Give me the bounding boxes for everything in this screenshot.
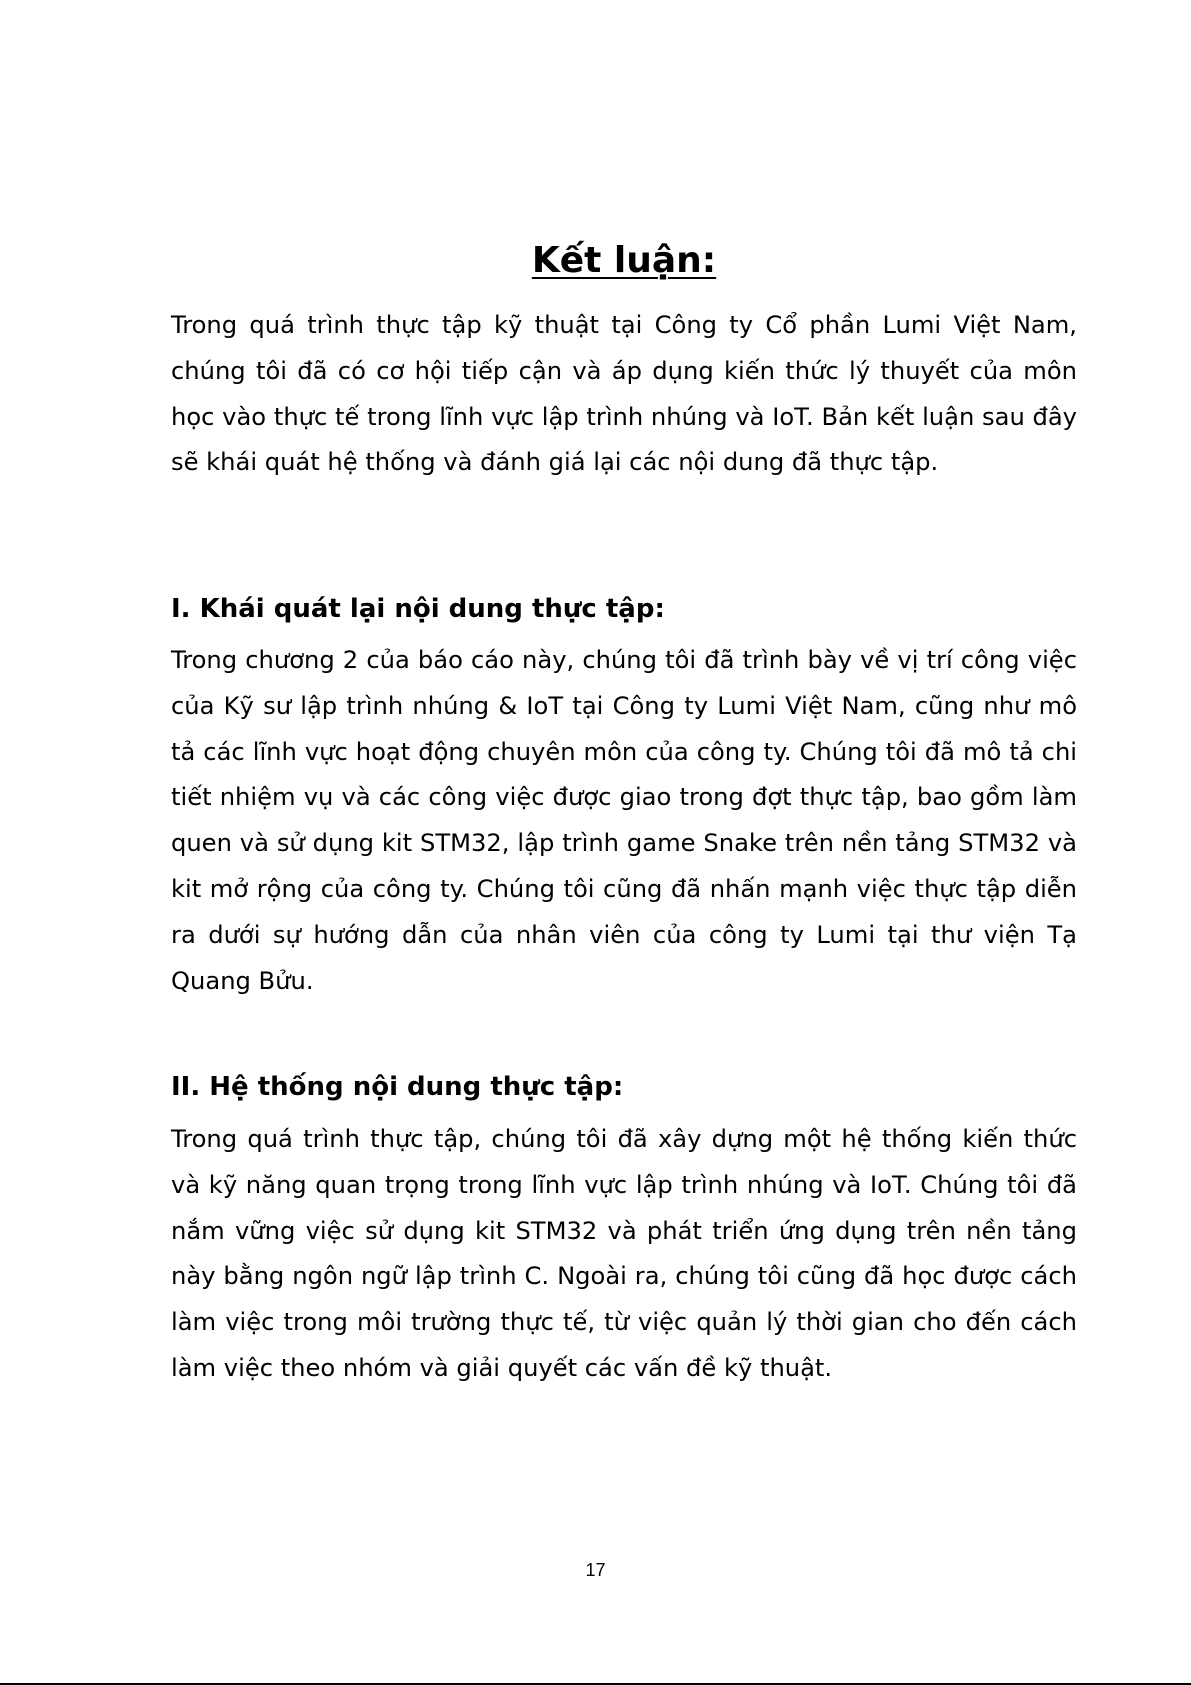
page-title-text: Kết luận: (531, 240, 717, 281)
section-body-overview: Trong chương 2 của báo cáo này, chúng tôi đã trình bày về vị trí công việc của Kỹ sư lập trình nhúng & IoT tại Công ty Lumi Việt Nam, cũng như mô tả các lĩnh vực hoạt động chuyên môn của công ty. Chúng tôi đã mô tả chi tiết nhiệm vụ và các công việc được giao trong đợt thực tập, bao gồm làm quen và sử dụng kit STM32, lập trình game Snake trên nền tảng STM32 và kit mở rộng của công ty. Chúng tôi cũng đã nhấn mạnh việc thực tập diễn ra dưới sự hướng dẫn của nhân viên của công ty Lumi tại thư viện Tạ Quang Bửu. (171, 646, 1077, 995)
section-heading-overview: I. Khái quát lại nội dung thực tập: (171, 594, 665, 624)
page-number: 17 (585, 1560, 606, 1580)
intro-paragraph: Trong quá trình thực tập kỹ thuật tại Công ty Cổ phần Lumi Việt Nam, chúng tôi đã có cơ hội tiếp cận và áp dụng kiến thức lý thuyết của môn học vào thực tế trong lĩnh vực lập trình nhúng và IoT. Bản kết luận sau đây sẽ khái quát hệ thống và đánh giá lại các nội dung đã thực tập. (171, 311, 1077, 477)
section-body-system: Trong quá trình thực tập, chúng tôi đã xây dựng một hệ thống kiến thức và kỹ năng quan trọng trong lĩnh vực lập trình nhúng và IoT. Chúng tôi đã nắm vững việc sử dụng kit STM32 và phát triển ứng dụng trên nền tảng này bằng ngôn ngữ lập trình C. Ngoài ra, chúng tôi cũng đã học được cách làm việc trong môi trường thực tế, từ việc quản lý thời gian cho đến cách làm việc theo nhóm và giải quyết các vấn đề kỹ thuật. (171, 1125, 1077, 1382)
page-title (171, 236, 1077, 286)
section-heading-system: II. Hệ thống nội dung thực tập: (171, 1072, 624, 1102)
